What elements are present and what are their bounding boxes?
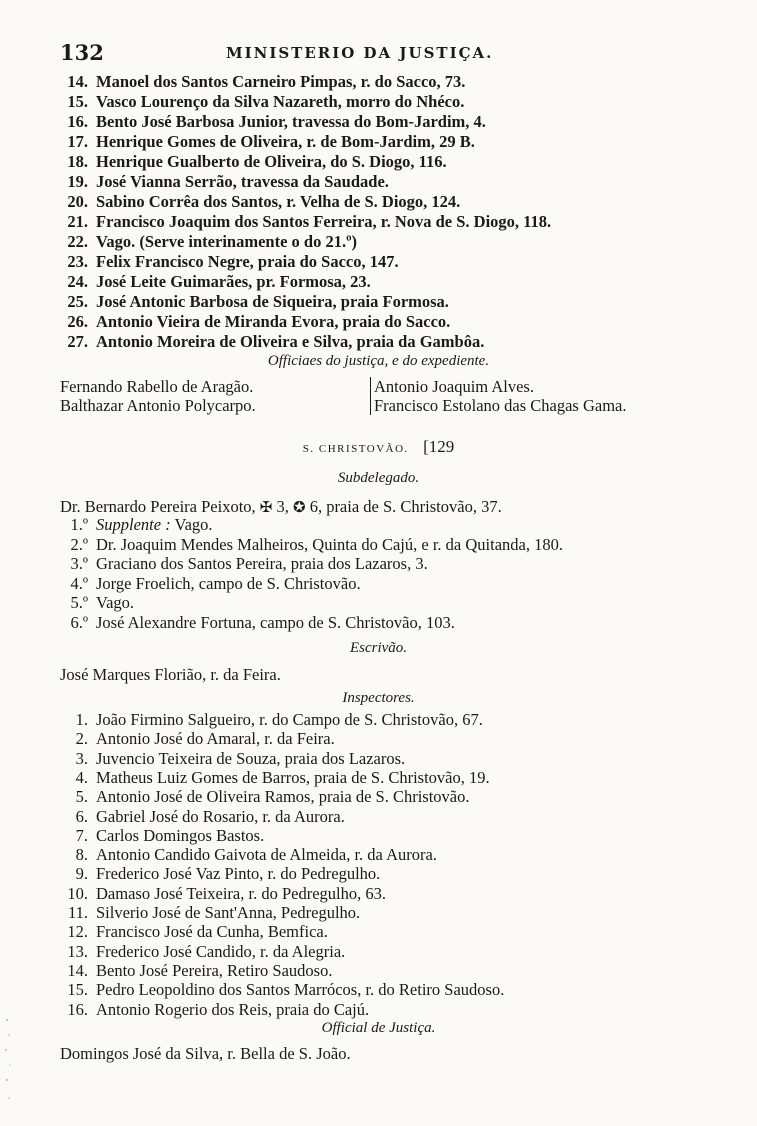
entry-text: Manoel dos Santos Carneiro Pimpas, r. do Sacco, 73. bbox=[96, 72, 466, 91]
parish-name: S. CHRISTOVÃO. bbox=[302, 443, 409, 455]
escrivao-heading: Escrivão. bbox=[349, 640, 408, 656]
officiaes-left-name: Balthazar Antonio Polycarpo. bbox=[60, 396, 256, 415]
subdelegado-address: praia de S. Christovão, 37. bbox=[326, 497, 502, 516]
entry-text: Felix Francisco Negre, praia do Sacco, 147. bbox=[96, 252, 399, 271]
entry-text: Sabino Corrêa dos Santos, r. Velha de S. Diogo, 124. bbox=[96, 192, 461, 211]
entry-text: Matheus Luiz Gomes de Barros, praia de S. Christovão, 19. bbox=[96, 767, 490, 787]
supplente-item bbox=[58, 515, 213, 534]
entry-number: 11. bbox=[67, 903, 88, 922]
inspector-item bbox=[58, 922, 328, 941]
inspector-item bbox=[58, 884, 386, 903]
inspector-item bbox=[58, 903, 360, 922]
entry-number: 17. bbox=[67, 132, 88, 151]
entry-text: Vago. bbox=[170, 515, 213, 534]
entry-text: Francisco José da Cunha, Bemfica. bbox=[96, 922, 328, 942]
entry-text: Frederico José Candido, r. da Alegria. bbox=[96, 941, 346, 961]
list-item bbox=[58, 72, 465, 91]
entry-text: Henrique Gomes de Oliveira, r. de Bom-Jardim, 29 B. bbox=[96, 132, 475, 151]
parish-heading bbox=[0, 437, 757, 457]
entry-italic-label: Supplente : bbox=[96, 515, 171, 534]
entry-number: 12. bbox=[67, 922, 88, 942]
official-entry: Domingos José da Silva, r. Bella de S. João. bbox=[60, 1044, 351, 1063]
list-item bbox=[58, 232, 357, 251]
officiaes-right-name: Francisco Estolano das Chagas Gama. bbox=[374, 396, 627, 415]
inspector-item bbox=[58, 768, 490, 787]
entry-text: José Vianna Serrão, travessa da Saudade. bbox=[96, 172, 389, 191]
supplente-item bbox=[58, 613, 455, 632]
honor-number: 3, bbox=[276, 497, 289, 516]
parish-reference: [129 bbox=[423, 437, 455, 456]
entry-text: Vasco Lourenço da Silva Nazareth, morro do Nhéco. bbox=[96, 92, 465, 111]
cross-icon: ✠ bbox=[259, 500, 273, 516]
entry-number: 1.º bbox=[70, 515, 88, 534]
supplente-item bbox=[58, 535, 563, 554]
entry-text: Silverio José de Sant'Anna, Pedregulho. bbox=[96, 903, 361, 922]
inspector-item bbox=[58, 729, 335, 748]
inspector-item bbox=[58, 826, 264, 845]
inspectores-heading: Inspectores. bbox=[342, 690, 415, 706]
inspector-item bbox=[58, 961, 332, 980]
officiaes-columns bbox=[60, 377, 700, 417]
list-item bbox=[58, 252, 399, 271]
entry-number: 26. bbox=[67, 312, 88, 331]
list-item bbox=[58, 112, 486, 131]
entry-number: 20. bbox=[67, 192, 88, 211]
entry-text: Juvencio Teixeira de Souza, praia dos Lazaros. bbox=[96, 748, 406, 768]
entry-number: 2.º bbox=[70, 534, 88, 554]
entry-text: Frederico José Vaz Pinto, r. do Pedregulho. bbox=[96, 864, 381, 884]
list-item bbox=[58, 132, 475, 151]
entry-text: Dr. Joaquim Mendes Malheiros, Quinta do Cajú, e r. da Quitanda, 180. bbox=[96, 534, 563, 554]
entry-text: José Antonic Barbosa de Siqueira, praia Formosa. bbox=[96, 292, 449, 311]
entry-number: 6.º bbox=[70, 612, 88, 632]
entry-text: Antonio Vieira de Miranda Evora, praia do Sacco. bbox=[96, 312, 451, 331]
entry-number: 9. bbox=[75, 864, 88, 884]
entry-text: Bento José Barbosa Junior, travessa do Bom-Jardim, 4. bbox=[96, 112, 486, 131]
list-item bbox=[58, 292, 449, 311]
entry-number: 7. bbox=[75, 825, 88, 845]
supplente-item bbox=[58, 554, 428, 573]
officiaes-left-name: Fernando Rabello de Aragão. bbox=[60, 377, 254, 396]
entry-number: 15. bbox=[67, 980, 88, 1000]
escrivao-entry: José Marques Florião, r. da Feira. bbox=[60, 665, 281, 684]
supplente-item bbox=[58, 574, 361, 593]
entry-number: 15. bbox=[67, 92, 88, 111]
entry-text: Pedro Leopoldino dos Santos Marrócos, r. do Retiro Saudoso. bbox=[96, 980, 505, 1000]
entry-text: Henrique Gualberto de Oliveira, do S. Diogo, 116. bbox=[96, 152, 447, 171]
entry-text: Jorge Froelich, campo de S. Christovão. bbox=[96, 573, 361, 593]
list-item bbox=[58, 332, 484, 351]
inspector-item bbox=[58, 787, 469, 806]
entry-number: 1. bbox=[75, 710, 88, 729]
entry-text: Antonio Candido Gaivota de Almeida, r. da Aurora. bbox=[96, 845, 437, 865]
page-header bbox=[60, 40, 700, 66]
entry-text: Antonio Moreira de Oliveira e Silva, praia da Gambôa. bbox=[96, 332, 485, 351]
inspector-item bbox=[58, 710, 483, 729]
entry-text: Antonio José de Oliveira Ramos, praia de S. Christovão. bbox=[96, 787, 470, 807]
entry-number: 14. bbox=[67, 960, 88, 980]
entry-text: José Leite Guimarães, pr. Formosa, 23. bbox=[96, 272, 371, 291]
entry-number: 8. bbox=[75, 845, 88, 865]
entry-number: 4.º bbox=[70, 573, 88, 593]
officiaes-right-name: Antonio Joaquim Alves. bbox=[374, 377, 534, 396]
entry-number: 5. bbox=[75, 787, 88, 807]
honor-number: 6, bbox=[309, 497, 323, 516]
inspector-item bbox=[58, 864, 380, 883]
inspector-item bbox=[58, 942, 345, 961]
entry-text: Carlos Domingos Bastos. bbox=[96, 825, 265, 845]
inspector-item bbox=[58, 980, 504, 999]
inspector-item bbox=[58, 845, 437, 864]
entry-number: 21. bbox=[67, 212, 88, 231]
entry-text: Damaso José Teixeira, r. do Pedregulho, 63. bbox=[96, 883, 386, 903]
entry-text: Graciano dos Santos Pereira, praia dos Lazaros, 3. bbox=[96, 554, 428, 573]
official-heading: Official de Justiça. bbox=[321, 1020, 436, 1036]
entry-number: 10. bbox=[67, 883, 88, 903]
inspector-item bbox=[58, 1000, 369, 1019]
entry-number: 3. bbox=[75, 748, 88, 768]
list-item bbox=[58, 192, 460, 211]
entry-number: 18. bbox=[67, 152, 88, 171]
entry-number: 25. bbox=[67, 292, 88, 311]
entry-number: 4. bbox=[75, 767, 88, 787]
entry-number: 23. bbox=[67, 252, 88, 271]
list-item bbox=[58, 92, 464, 111]
running-head: MINISTERIO DA JUSTIÇA. bbox=[226, 44, 494, 62]
entry-text: Vago. (Serve interinamente o do 21.º) bbox=[96, 232, 358, 251]
entry-number: 2. bbox=[75, 729, 88, 749]
entry-number: 3.º bbox=[70, 554, 88, 573]
entry-number: 14. bbox=[67, 72, 88, 91]
inspector-item bbox=[58, 749, 405, 768]
entry-text: Gabriel José do Rosario, r. da Aurora. bbox=[96, 806, 345, 826]
entry-number: 6. bbox=[75, 806, 88, 826]
entry-number: 16. bbox=[67, 112, 88, 131]
officiaes-heading: Officiaes do justiça, e do expediente. bbox=[267, 353, 490, 369]
entry-number: 5.º bbox=[70, 593, 88, 612]
entry-text: Vago. bbox=[96, 593, 135, 612]
margin-specks bbox=[4, 1010, 14, 1110]
entry-text: Francisco Joaquim dos Santos Ferreira, r. Nova de S. Diogo, 118. bbox=[96, 212, 552, 231]
entry-text: João Firmino Salgueiro, r. do Campo de S. Christovão, 67. bbox=[96, 710, 483, 729]
list-item bbox=[58, 272, 371, 291]
supplente-item bbox=[58, 593, 134, 612]
entry-number: 22. bbox=[67, 232, 88, 251]
list-item bbox=[58, 172, 389, 191]
rose-icon: ✪ bbox=[292, 500, 306, 516]
entry-text: Antonio José do Amaral, r. da Feira. bbox=[96, 729, 335, 749]
entry-number: 27. bbox=[67, 332, 88, 351]
entry-text: Bento José Pereira, Retiro Saudoso. bbox=[96, 960, 333, 980]
list-item bbox=[58, 212, 551, 231]
list-item bbox=[58, 312, 450, 331]
entry-number: 13. bbox=[67, 941, 88, 961]
entry-number: 19. bbox=[67, 172, 88, 191]
officiaes-left-column bbox=[60, 377, 256, 415]
list-item bbox=[58, 152, 447, 171]
inspector-item bbox=[58, 807, 345, 826]
officiaes-right-column bbox=[370, 377, 626, 415]
entry-number: 24. bbox=[67, 272, 88, 291]
page-number: 132 bbox=[60, 40, 104, 65]
entry-text: José Alexandre Fortuna, campo de S. Christovão, 103. bbox=[96, 612, 455, 632]
subdelegado-heading: Subdelegado. bbox=[337, 470, 420, 486]
entry-text: Antonio Rogerio dos Reis, praia do Cajú. bbox=[96, 999, 370, 1019]
entry-number: 16. bbox=[67, 999, 88, 1019]
subdelegado-name: Dr. Bernardo Pereira Peixoto, bbox=[60, 497, 256, 516]
